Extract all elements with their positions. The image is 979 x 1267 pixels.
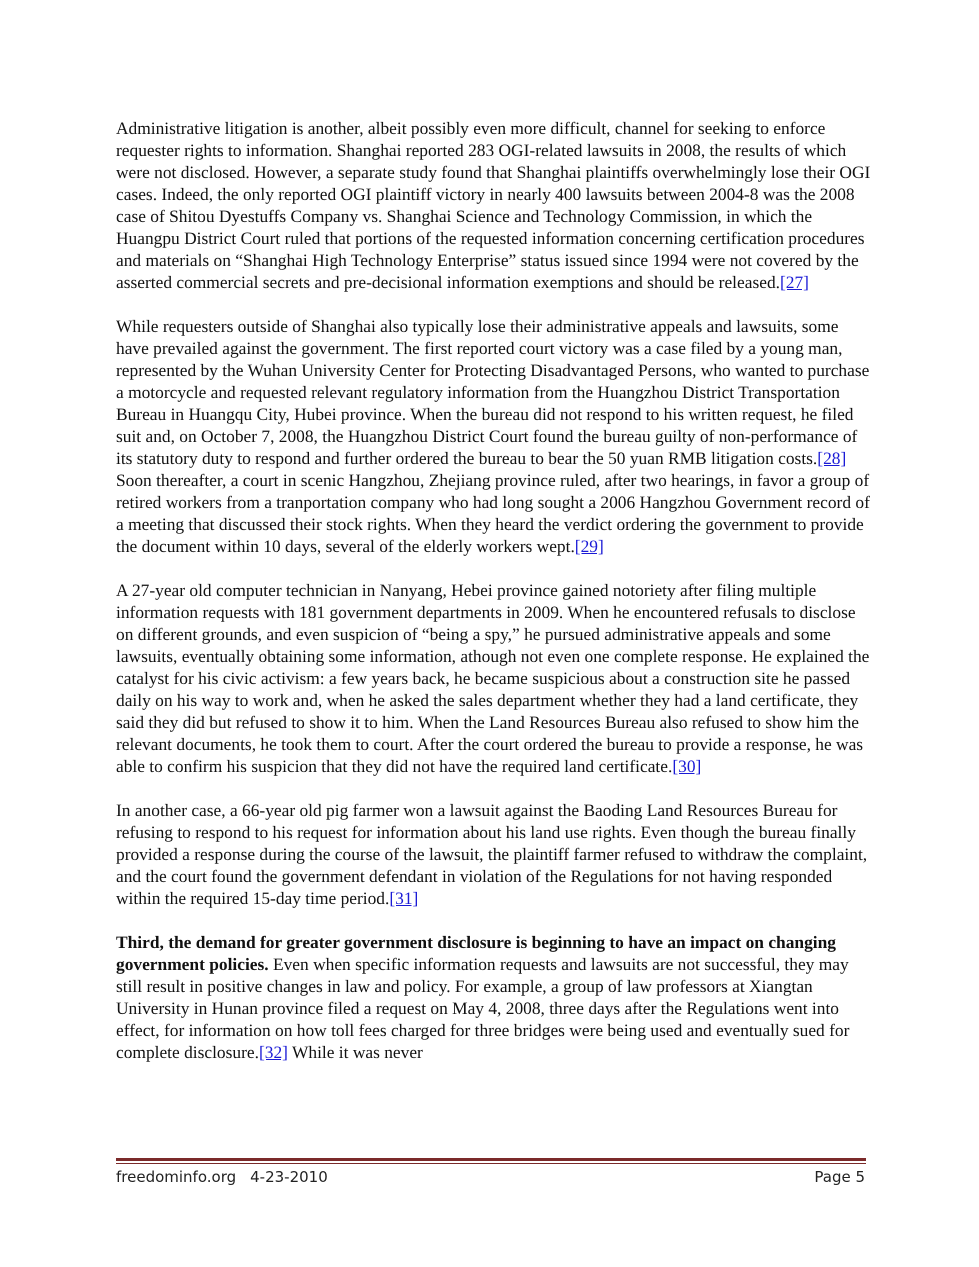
footer-rule-thick [116,1158,866,1161]
footnote-link-30[interactable]: [30] [672,756,702,776]
paragraph-text: In another case, a 66-year old pig farmer won a lawsuit against the Baoding Land Resources Bureau for refusing to respond to his request for information about his land use rights. Even though the bureau finally provided a response during the course of the lawsuit, the plaintiff farmer refused to withdraw the complaint, and the court found the government defendant in violation of the Regulations for not having responded within the required 15-day time period. [116,800,868,908]
footer-page-number: Page 5 [814,1168,865,1186]
paragraph [116,931,872,1063]
footer-site: freedominfo.org [116,1168,237,1186]
footer-date: 4-23-2010 [250,1168,328,1186]
paragraph-text: Soon thereafter, a court in scenic Hangzhou, Zhejiang province ruled, after two hearings, in favor a group of retired workers from a tranportation company who had long sought a 2006 Hangzhou Government record of a meeting that discussed their stock rights. When they heard the verdict ordering the government to provide the document within 10 days, several of the elderly workers wept. [116,470,870,556]
footnote-link-28[interactable]: [28] [817,448,847,468]
paragraph-text: While it was never [287,1042,423,1062]
paragraph [116,315,872,557]
paragraph-text: While requesters outside of Shanghai also typically lose their administrative appeals and lawsuits, some have prevailed against the government. The first reported court victory was a case filed by a young man, represented by the Wuhan University Center for Protecting Disadvantaged Persons, who wanted to purchase a motorcycle and requested relevant regulatory information from the Huangzhou District Transportation Bureau in Huangqu City, Hubei province. When the bureau did not respond to his written request, he filed suit and, on October 7, 2008, the Huangzhou District Court found the bureau guilty of non-performance of its statutory duty to respond and further ordered the bureau to bear the 50 yuan RMB litigation costs. [116,316,870,468]
paragraph [116,799,872,909]
bold-lead-sentence: Third, the demand for greater government disclosure is beginning to have an impact on changing government policies. [116,932,836,974]
paragraph [116,117,872,293]
paragraph-text: Even when specific information requests and lawsuits are not successful, they may still result in positive changes in law and policy. For example, a group of law professors at Xiangtan University in Hunan province filed a request on May 4, 2008, three days after the Regulations went into effect, for information on how toll fees charged for three bridges were being used and eventually sued for complete disclosure. [116,954,850,1062]
paragraph-text: A 27-year old computer technician in Nanyang, Hebei province gained notoriety after filing multiple information requests with 181 government departments in 2009. When he encountered refusals to disclose on different grounds, and even suspicion of “being a spy,” he pursued administrative appeals and some lawsuits, eventually obtaining some information, athough not even one complete response. He explained the catalyst for his civic activism: a few years back, he became suspicious about a construction site he passed daily on his way to work and, when he asked the sales department whether they had a land certificate, they said they did but refused to show it to him. When the Land Resources Bureau also refused to show him the relevant documents, he took them to court. After the court ordered the bureau to provide a response, he was able to confirm his suspicion that they did not have the required land certificate. [116,580,870,776]
footnote-link-31[interactable]: [31] [389,888,419,908]
footer-left [116,1168,328,1186]
footnote-link-32[interactable]: [32] [258,1042,288,1062]
paragraph [116,579,872,777]
footnote-link-29[interactable]: [29] [574,536,604,556]
footer-rule-thin [116,1163,866,1164]
footnote-link-27[interactable]: [27] [780,272,809,292]
body-text [116,117,872,1085]
paragraph-text: Administrative litigation is another, albeit possibly even more difficult, channel for seeking to enforce requester rights to information. Shanghai reported 283 OGI-related lawsuits in 2008, the results of which were not disclosed. However, a separate study found that Shanghai plaintiffs overwhelmingly lose their OGI cases. Indeed, the only reported OGI plaintiff victory in nearly 400 lawsuits between 2004-8 was the 2008 case of Shitou Dyestuffs Company vs. Shanghai Science and Technology Commission, in which the Huangpu District Court ruled that portions of the requested information concerning certification procedures and materials on “Shanghai High Technology Enterprise” status issued since 1994 were not covered by the asserted commercial secrets and pre-decisional information exemptions and should be released. [116,118,871,292]
